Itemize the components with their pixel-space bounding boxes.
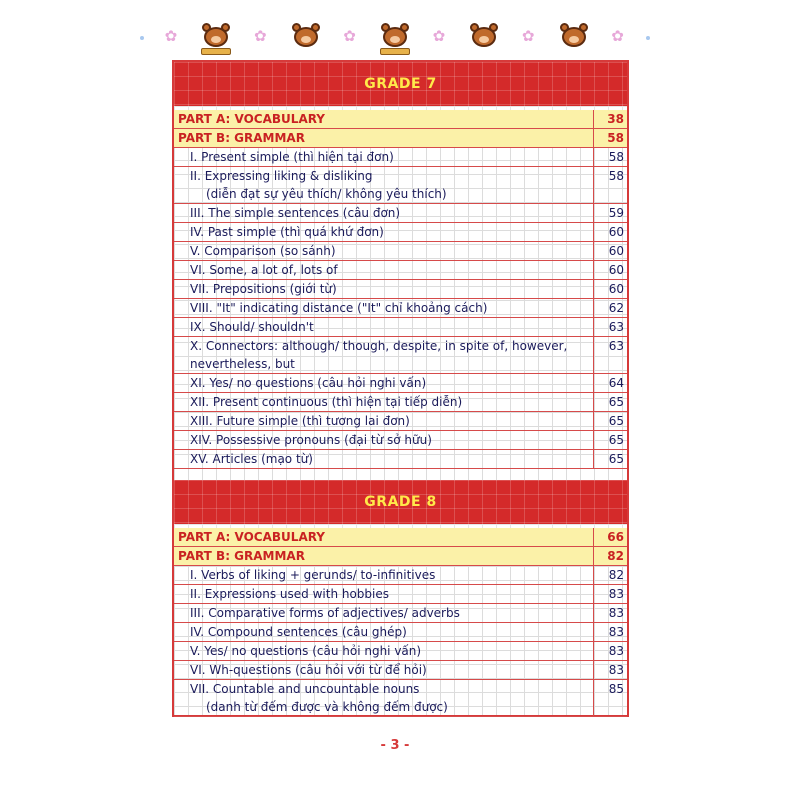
toc-page-number: 60 [608, 244, 624, 258]
toc-page-number: 58 [608, 150, 624, 164]
toc-item-row[interactable] [174, 661, 627, 680]
toc-item-label: XV. Articles (mạo từ) [174, 450, 594, 468]
grade-8-header [174, 480, 627, 524]
bear-icon [378, 23, 412, 53]
toc-item-label: I. Present simple (thì hiện tại đơn) [174, 148, 594, 166]
toc-item-row[interactable] [174, 623, 627, 642]
toc-item-row[interactable] [174, 450, 627, 469]
dot-icon [140, 36, 144, 40]
flower-icon [433, 31, 447, 45]
toc-item-row[interactable] [174, 374, 627, 393]
toc-item-row[interactable] [174, 431, 627, 450]
toc-item-row[interactable] [174, 680, 627, 717]
toc-page-number: 65 [608, 414, 624, 428]
toc-item-row[interactable] [174, 566, 627, 585]
toc-part-label: PART A: VOCABULARY [174, 528, 594, 546]
toc-item-row[interactable] [174, 337, 627, 374]
toc-part-row[interactable] [174, 110, 627, 129]
toc-item-label: II. Expressions used with hobbies [174, 585, 594, 603]
bear-icon [199, 23, 233, 53]
toc-item-row[interactable] [174, 393, 627, 412]
toc-item-label: VII. Countable and uncountable nouns (danh từ đếm được và không đếm được) [174, 680, 594, 716]
top-decoration [140, 18, 650, 58]
bear-icon [467, 23, 501, 53]
toc-page-number: 64 [608, 376, 624, 390]
toc-page-number: 82 [608, 568, 624, 582]
toc-page-number: 58 [607, 131, 624, 145]
toc-item-row[interactable] [174, 642, 627, 661]
toc-item-row[interactable] [174, 242, 627, 261]
grade-8-contents [174, 528, 627, 717]
grade-8-title: GRADE 8 [364, 494, 437, 510]
toc-item-row[interactable] [174, 318, 627, 337]
toc-page-number: 59 [608, 206, 624, 220]
toc-item-label: III. Comparative forms of adjectives/ adverbs [174, 604, 594, 622]
toc-page-number: 60 [608, 225, 624, 239]
toc-page-number: 83 [608, 625, 624, 639]
grade-7-contents [174, 110, 627, 469]
toc-item-row[interactable] [174, 604, 627, 623]
page-number: - 3 - [380, 738, 410, 753]
toc-page-number: 83 [608, 663, 624, 677]
toc-page-number: 65 [608, 452, 624, 466]
dot-icon [646, 36, 650, 40]
toc-page-number: 60 [608, 282, 624, 296]
toc-item-label: VIII. "It" indicating distance ("It" chỉ khoảng cách) [174, 299, 594, 317]
bear-icon [557, 23, 591, 53]
toc-item-label: X. Connectors: although/ though, despite, in spite of, however, nevertheless, but [174, 337, 594, 373]
toc-item-label: XIV. Possessive pronouns (đại từ sở hữu) [174, 431, 594, 449]
toc-item-label: XI. Yes/ no questions (câu hỏi nghi vấn) [174, 374, 594, 392]
toc-page-number: 65 [608, 395, 624, 409]
toc-item-row[interactable] [174, 280, 627, 299]
toc-part-label: PART A: VOCABULARY [174, 110, 594, 128]
flower-icon [343, 31, 357, 45]
toc-item-label: IV. Compound sentences (câu ghép) [174, 623, 594, 641]
toc-item-label: IV. Past simple (thì quá khứ đơn) [174, 223, 594, 241]
toc-item-label: IX. Should/ shouldn't [174, 318, 594, 336]
toc-page-number: 83 [608, 606, 624, 620]
grade-7-title: GRADE 7 [364, 76, 437, 92]
toc-item-label: V. Yes/ no questions (câu hỏi nghi vấn) [174, 642, 594, 660]
toc-item-row[interactable] [174, 585, 627, 604]
toc-part-row[interactable] [174, 528, 627, 547]
toc-item-label: XIII. Future simple (thì tương lai đơn) [174, 412, 594, 430]
toc-item-row[interactable] [174, 412, 627, 431]
toc-page-number: 60 [608, 263, 624, 277]
toc-page-number: 58 [608, 169, 624, 183]
toc-page-number: 63 [608, 339, 624, 353]
toc-item-row[interactable] [174, 223, 627, 242]
toc-part-row[interactable] [174, 129, 627, 148]
toc-item-row[interactable] [174, 204, 627, 223]
toc-page-number: 66 [607, 530, 624, 544]
toc-page-number: 85 [608, 682, 624, 696]
toc-part-label: PART B: GRAMMAR [174, 129, 594, 147]
toc-page-number: 62 [608, 301, 624, 315]
flower-icon [611, 31, 625, 45]
toc-item-row[interactable] [174, 167, 627, 204]
toc-part-row[interactable] [174, 547, 627, 566]
toc-item-label: V. Comparison (so sánh) [174, 242, 594, 260]
toc-item-label: XII. Present continuous (thì hiện tại tiếp diễn) [174, 393, 594, 411]
toc-item-label: VI. Wh-questions (câu hỏi với từ để hỏi) [174, 661, 594, 679]
toc-item-label: I. Verbs of liking + gerunds/ to-infinitives [174, 566, 594, 584]
toc-item-label: VII. Prepositions (giới từ) [174, 280, 594, 298]
toc-page-number: 82 [607, 549, 624, 563]
toc-item-row[interactable] [174, 299, 627, 318]
flower-icon [254, 31, 268, 45]
toc-item-label: II. Expressing liking & disliking (diễn đạt sự yêu thích/ không yêu thích) [174, 167, 594, 203]
toc-page-number: 38 [607, 112, 624, 126]
flower-icon [165, 31, 179, 45]
flower-icon [522, 31, 536, 45]
toc-part-label: PART B: GRAMMAR [174, 547, 594, 565]
toc-item-row[interactable] [174, 148, 627, 167]
toc-item-row[interactable] [174, 261, 627, 280]
toc-page-number: 65 [608, 433, 624, 447]
contents-sheet [172, 60, 629, 717]
toc-page-number: 63 [608, 320, 624, 334]
bear-icon [289, 23, 323, 53]
toc-item-label: III. The simple sentences (câu đơn) [174, 204, 594, 222]
toc-item-label: VI. Some, a lot of, lots of [174, 261, 594, 279]
toc-page-number: 83 [608, 644, 624, 658]
grade-7-header [174, 62, 627, 106]
toc-page-number: 83 [608, 587, 624, 601]
